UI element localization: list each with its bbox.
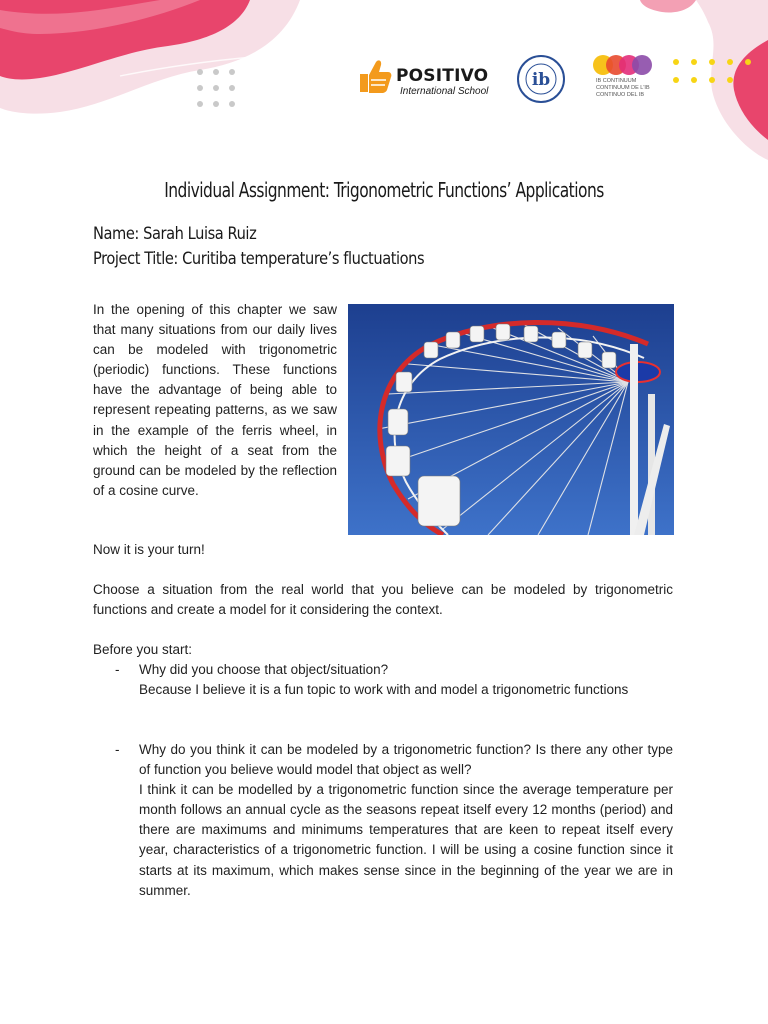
choose-paragraph: Choose a situation from the real world that you believe can be modeled by trigonometric functions and create a model for it considering the context.: [93, 582, 673, 618]
ib-continuum-logo: [592, 52, 662, 78]
question-text: Why did you choose that object/situation?: [139, 662, 389, 677]
document-title: Individual Assignment: Trigonometric Functions’ Applications: [164, 178, 604, 202]
question-item: [93, 740, 673, 901]
bullet-dash: -: [115, 742, 120, 757]
thumbs-up-icon: [354, 56, 394, 96]
ib-continuum-text: IB CONTINUUM CONTINUUM DE L'IB CONTINUO DEL IB: [596, 78, 650, 98]
your-turn-text: Now it is your turn!: [93, 542, 205, 557]
intro-paragraph: In the opening of this chapter we saw that many situations from our daily lives can be modeled with trigonometric (periodic) functions. These functions have the advantage of being able to represent repeating patterns, as we saw in the example of the ferris wheel, in which the height of a seat from the ground can be modeled by the reflection of a cosine curve.: [93, 302, 337, 498]
question-text: Why do you think it can be modeled by a trigonometric function? Is there any other type of function you believe would model that object as well?: [139, 742, 673, 778]
ferris-wheel-image: [348, 304, 674, 535]
school-brand: POSITIVO: [396, 66, 489, 86]
bullet-dash: -: [115, 662, 120, 677]
before-you-start: Before you start:: [93, 642, 193, 657]
project-title: Project Title: Curitiba temperature’s fluctuations: [93, 249, 425, 269]
answer-text: Because I believe it is a fun topic to work with and model a trigonometric functions: [139, 682, 629, 698]
question-item: [93, 660, 673, 700]
ib-logo: [516, 54, 566, 104]
ib-letters: ib: [531, 70, 551, 90]
answer-text: I think it can be modelled by a trigonometric function since the average temperature per month follows an annual cycle as the seasons repeat itself every 12 months (period) and there are maximums and minimums temperatures that are keen to repeat itself every year, characteristics of a trigonometric function. I will be using a cosine function since it starts at its maximum, which makes sense since in the beginning of the year we are in summer.: [139, 782, 673, 898]
student-name: Name: Sarah Luisa Ruiz: [93, 224, 257, 244]
positivo-logo: [354, 52, 494, 102]
school-subtitle: International School: [400, 86, 489, 97]
